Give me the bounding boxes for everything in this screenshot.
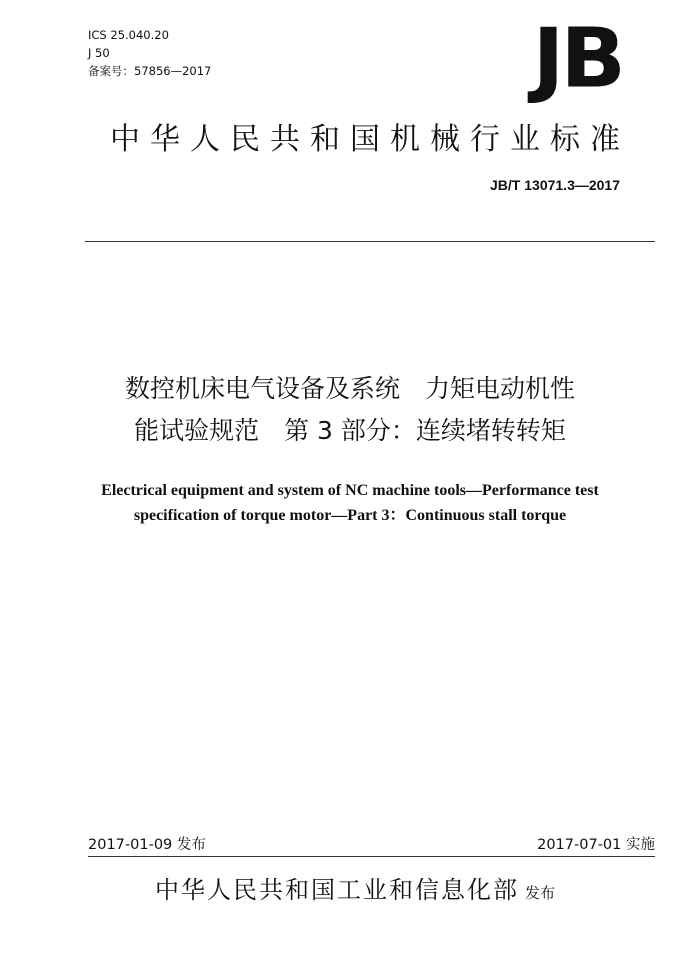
standard-title: 中华人民共和国机械行业标准 [110, 122, 630, 157]
record-number: 备案号：57856—2017 [88, 64, 212, 78]
header-divider [85, 241, 655, 242]
title-en-line-1: Electrical equipment and system of NC machine tools—Performance test [101, 482, 599, 499]
title-en-line-2: specification of torque motor—Part 3：Continuous stall torque [133, 507, 567, 524]
issuer [120, 873, 590, 910]
issuer-suffix: 发布 [524, 884, 555, 902]
title-cn-line-2: 能试验规范 第 3 部分：连续堵转转矩 [134, 416, 566, 445]
footer-divider [88, 856, 655, 857]
standard-code: JB/T 13071.3—2017 [490, 177, 620, 193]
issue-date: 2017-01-09 发布 [88, 837, 206, 853]
classification-code: J 50 [88, 46, 110, 60]
document-title-en [50, 478, 650, 528]
jb-logo: JB [532, 11, 622, 107]
implementation-date: 2017-07-01 实施 [537, 837, 655, 853]
title-cn-line-1: 数控机床电气设备及系统 力矩电动机性 [124, 374, 575, 403]
issuer-name: 中华人民共和国工业和信息化部 [154, 876, 519, 904]
ics-code: ICS 25.040.20 [88, 28, 169, 42]
document-title-cn [50, 368, 650, 452]
